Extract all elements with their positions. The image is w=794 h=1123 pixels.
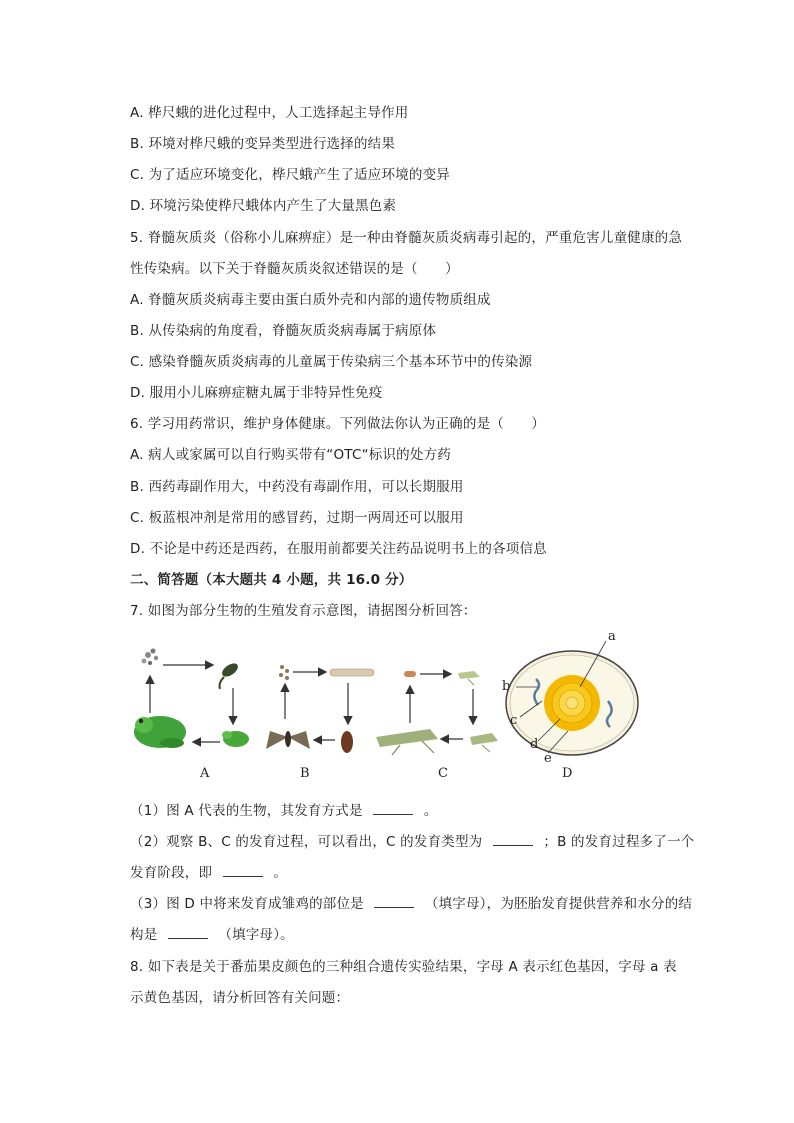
q7-sub2-text-c: 发育阶段，即 <box>130 865 213 881</box>
egg-label-c: c <box>510 713 518 728</box>
panel-d-egg-diagram <box>506 641 638 755</box>
answer-blank-5[interactable] <box>168 926 208 939</box>
q5-option-c: C. 感染脊髓灰质炎病毒的儿童属于传染病三个基本环节中的传染源 <box>130 354 533 370</box>
q8-stem-line2: 示黄色基因，请分析回答有关问题： <box>130 990 350 1006</box>
q7-stem: 7. 如图为部分生物的生殖发育示意图，请据图分析回答： <box>130 603 477 619</box>
figure-svg <box>130 625 690 785</box>
q7-sub2-line1 <box>130 832 694 852</box>
q4-option-b: B. 环境对桦尺蛾的变异类型进行选择的结果 <box>130 136 396 152</box>
q5-stem-line1: 5. 脊髓灰质炎（俗称小儿麻痹症）是一种由脊髓灰质炎病毒引起的，严重危害儿童健康的急 <box>130 230 683 246</box>
q7-sub3-text-c: 构是 <box>130 927 158 943</box>
q6-option-c: C. 板蓝根冲剂是常用的感冒药，过期一两周还可以服用 <box>130 510 464 526</box>
panel-label-a: A <box>200 766 210 781</box>
adult-moth-icon <box>266 731 310 749</box>
q7-sub1 <box>130 801 437 821</box>
panel-c-grasshopper-cycle <box>376 671 498 755</box>
larva-icon <box>330 669 374 676</box>
reproduction-development-figure <box>130 625 690 785</box>
panel-label-c: C <box>438 766 448 781</box>
q6-option-a: A. 病人或家属可以自行购买带有“OTC“标识的处方药 <box>130 447 451 463</box>
q7-sub3-line1 <box>130 894 692 914</box>
q5-option-a: A. 脊髓灰质炎病毒主要由蛋白质外壳和内部的遗传物质组成 <box>130 292 491 308</box>
adult-frog-icon <box>134 716 186 748</box>
tadpole-icon <box>220 661 241 689</box>
q5-option-d: D. 服用小儿麻痹症糖丸属于非特异性免疫 <box>130 385 383 401</box>
egg-label-a: a <box>608 629 616 644</box>
grasshopper-egg-icon <box>404 671 416 677</box>
egg-label-b: b <box>502 679 511 694</box>
q6-stem: 6. 学习用药常识，维护身体健康。下列做法你认为正确的是（ ） <box>130 416 546 432</box>
moth-eggs-icon <box>279 665 289 680</box>
q7-sub2-line2 <box>130 863 287 883</box>
q7-sub3-text-d: （填字母）。 <box>218 927 294 943</box>
section-title <box>130 570 413 590</box>
section-title-text: 二、简答题（本大题共 4 小题，共 16.0 分） <box>130 572 413 588</box>
answer-blank-2[interactable] <box>493 833 533 846</box>
q7-sub3-text-a: （3）图 D 中将来发育成雏鸡的部位是 <box>130 896 364 912</box>
q7-sub2-text-b: ；B 的发育过程多了一个 <box>543 834 695 850</box>
panel-a-frog-cycle <box>134 649 249 749</box>
answer-blank-3[interactable] <box>223 864 263 877</box>
egg-label-e: e <box>544 751 552 766</box>
egg-label-d: d <box>530 737 539 752</box>
nymph-large-icon <box>470 733 498 752</box>
q7-sub1-end: 。 <box>423 803 438 819</box>
q4-option-d: D. 环境污染使桦尺蛾体内产生了大量黑色素 <box>130 198 397 214</box>
panel-b-moth-cycle <box>266 665 374 753</box>
q5-stem-line2: 性传染病。以下关于脊髓灰质炎叙述错误的是（ ） <box>130 261 459 277</box>
q5-option-b: B. 从传染病的角度看，脊髓灰质炎病毒属于病原体 <box>130 323 437 339</box>
answer-blank-1[interactable] <box>373 802 413 815</box>
q6-option-d: D. 不论是中药还是西药，在服用前都要关注药品说明书上的各项信息 <box>130 541 547 557</box>
pupa-icon <box>341 731 353 753</box>
adult-grasshopper-icon <box>376 729 438 755</box>
q7-sub2-text-d: 。 <box>273 865 287 881</box>
q7-sub3-line2 <box>130 925 294 945</box>
q8-stem-line1: 8. 如下表是关于番茄果皮颜色的三种组合遗传实验结果，字母 A 表示红色基因，字母 a 表 <box>130 959 677 975</box>
young-frog-icon <box>222 731 249 747</box>
q7-sub1-text: （1）图 A 代表的生物，其发育方式是 <box>130 803 363 819</box>
q7-sub2-text-a: （2）观察 B、C 的发育过程，可以看出，C 的发育类型为 <box>130 834 483 850</box>
nymph-small-icon <box>458 671 480 685</box>
q6-option-b: B. 西药毒副作用大，中药没有毒副作用，可以长期服用 <box>130 479 464 495</box>
panel-label-d: D <box>562 766 573 781</box>
q7-sub3-text-b: （填字母），为胚胎发育提供营养和水分的结 <box>424 896 693 912</box>
q4-option-c: C. 为了适应环境变化，桦尺蛾产生了适应环境的变异 <box>130 167 451 183</box>
answer-blank-4[interactable] <box>374 895 414 908</box>
frog-eggs-icon <box>142 649 159 666</box>
q4-option-a: A. 桦尺蛾的进化过程中，人工选择起主导作用 <box>130 105 409 121</box>
panel-label-b: B <box>300 766 310 781</box>
